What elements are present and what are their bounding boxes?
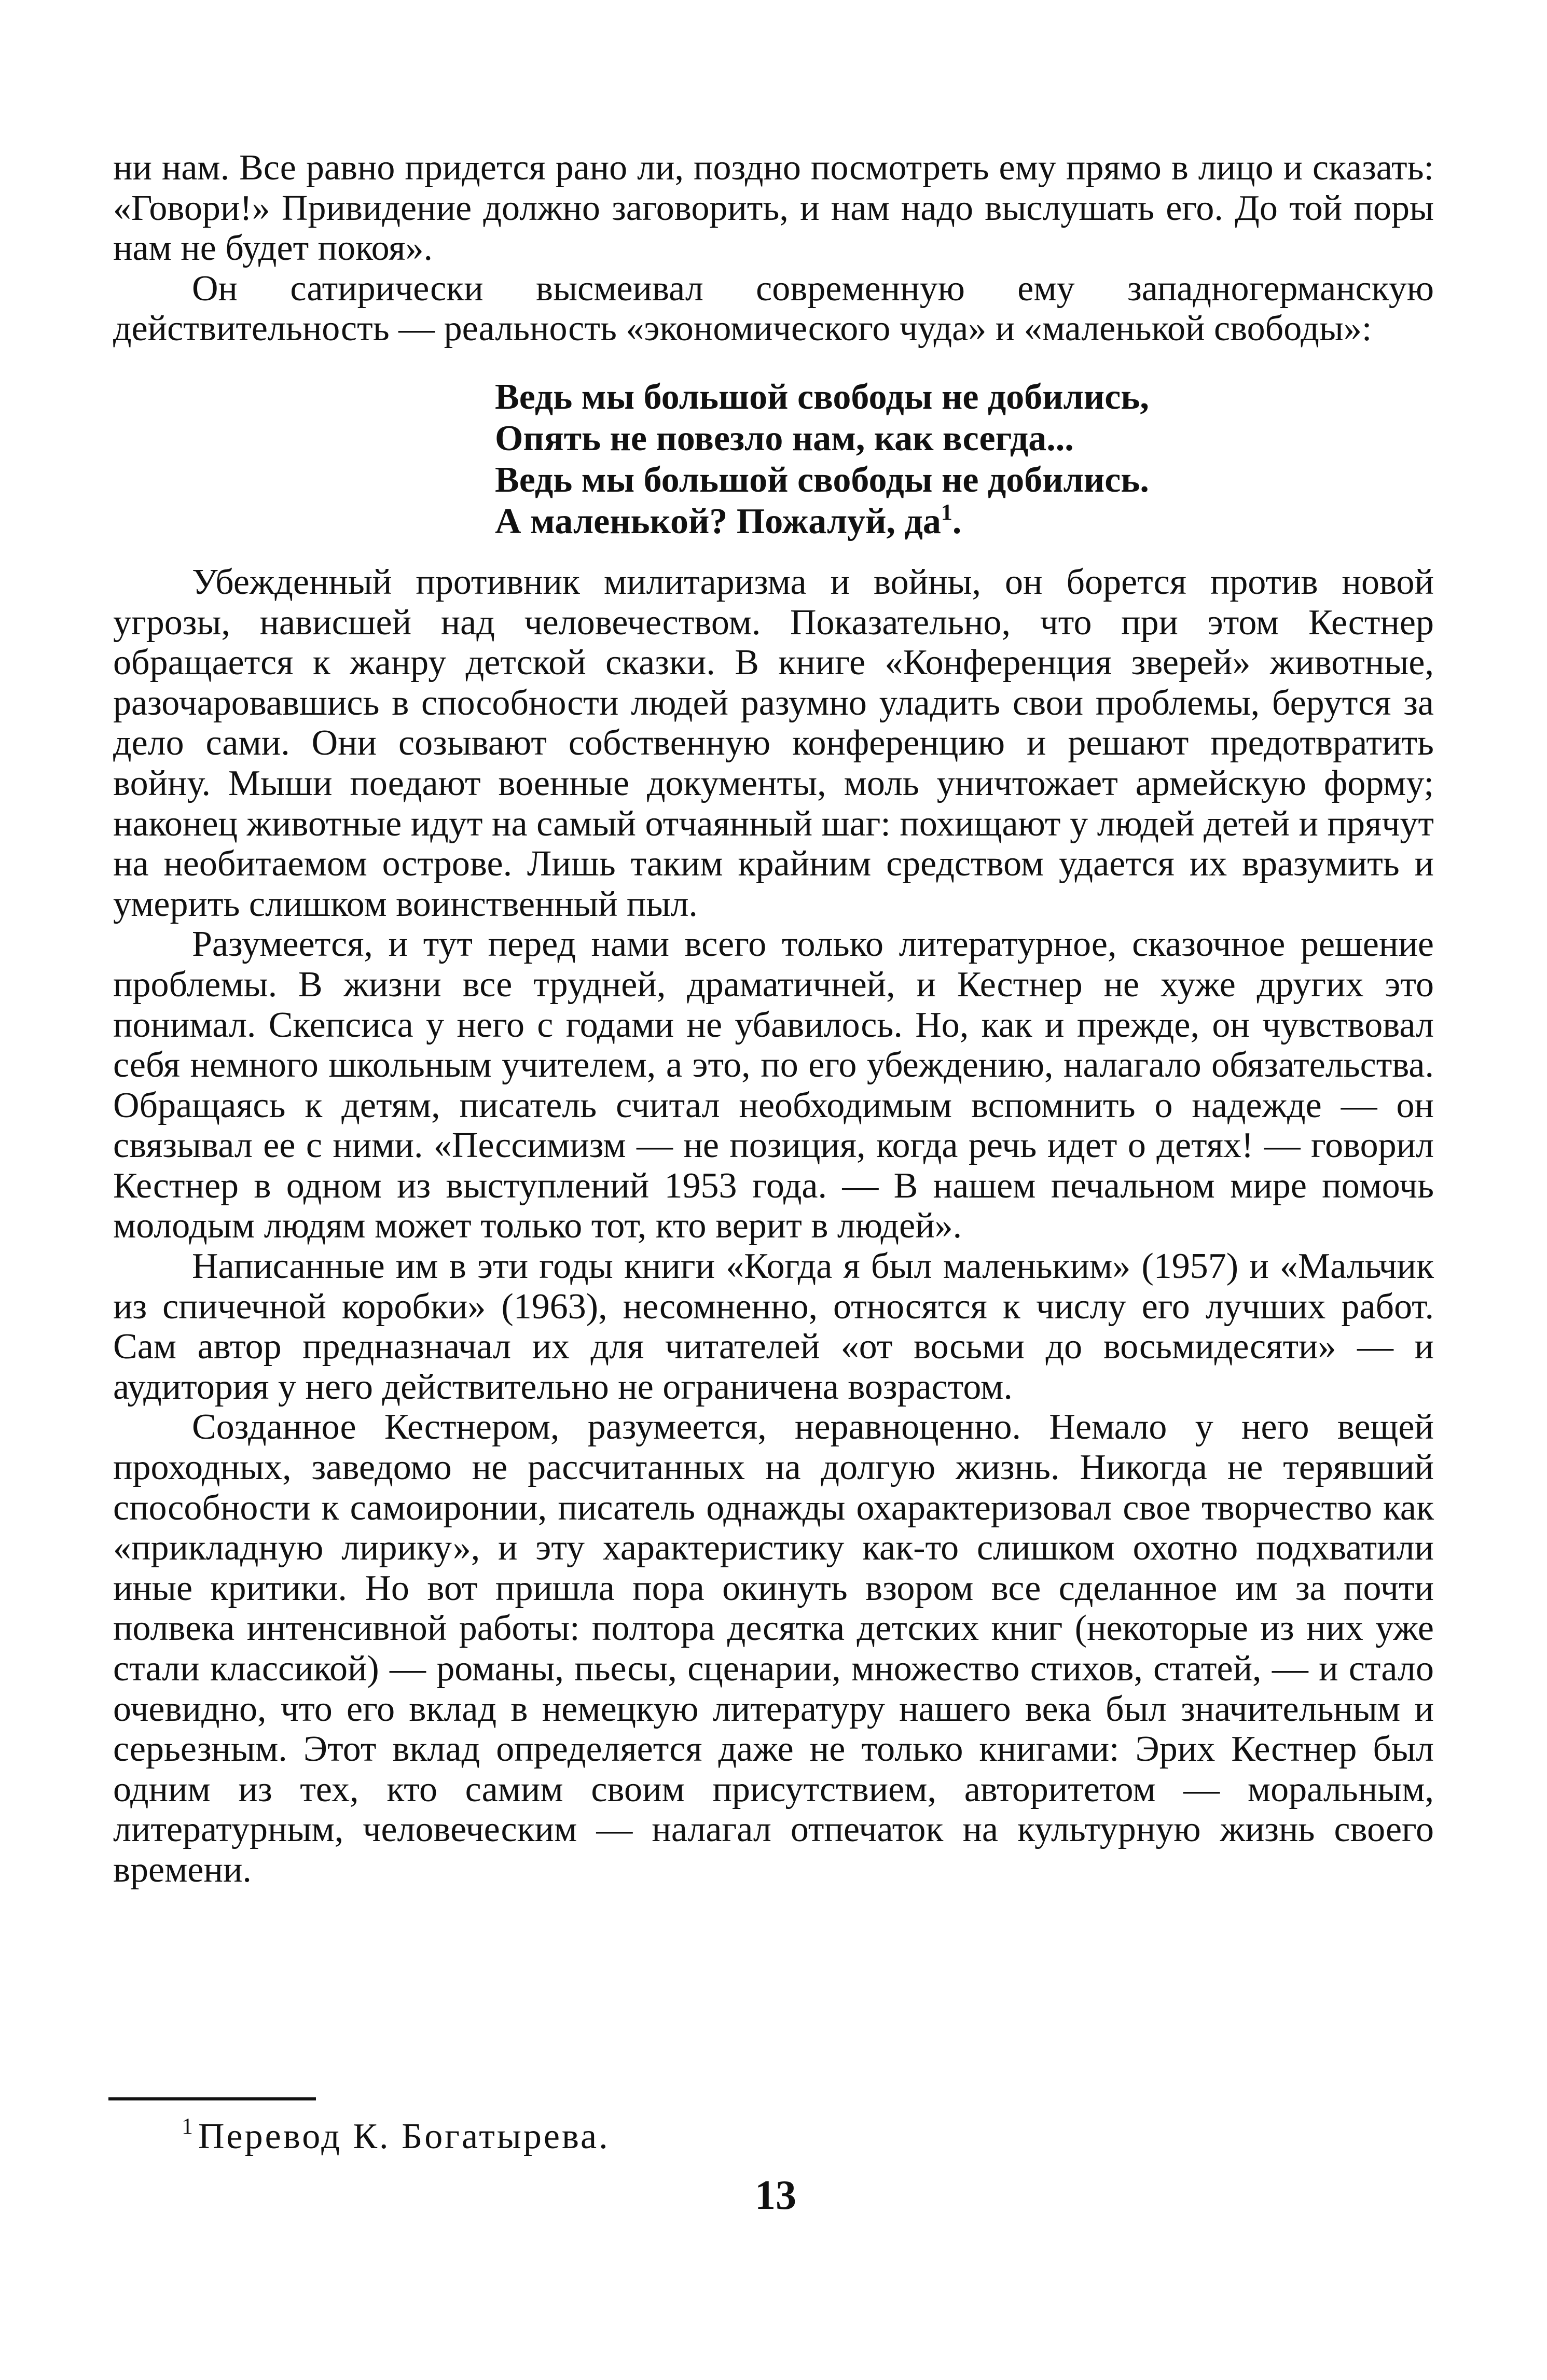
paragraph-satire: Он сатирически высмеивал современную ему западногерманскую действительность — реальность «экономического чуда» и «маленькой свободы»: [113,268,1434,349]
poem-line: Ведь мы большой свободы не добились. [495,460,1149,500]
poem-quote [495,377,1434,542]
footnote-mark: 1 [182,2113,193,2139]
footnote-reference: 1 [941,499,952,525]
paragraph-continued: ни нам. Все равно придется рано ли, поздно посмотреть ему прямо в лицо и сказать: «Говори!» Привидение должно заговорить, и нам надо выслушать его. До той поры нам не будет покоя». [113,148,1434,269]
poem-line-end: . [952,501,962,541]
footnote [182,2113,610,2158]
footnote-text: Перевод К. Богатырева. [198,2117,610,2156]
poem-line: Ведь мы большой свободы не добились, [495,377,1149,417]
poem-line: Опять не повезло нам, как всегда... [495,418,1074,458]
footnote-divider [108,2097,316,2100]
paragraph-books: Написанные им в эти годы книги «Когда я был маленьким» (1957) и «Мальчик из спичечной коробки» (1963), несомненно, относятся к числу его лучших работ. Сам автор предназначал их для читателей «от восьми до восьмидесяти» — и аудитория у него действительно не ограничена возрастом. [113,1246,1434,1407]
paragraph-legacy: Созданное Кестнером, разумеется, неравноценно. Немало у него вещей проходных, заведомо не рассчитанных на долгую жизнь. Никогда не терявший способности к самоиронии, писатель однажды охарактеризовал свое творчество как «прикладную лирику», и эту характеристику как-то слишком охотно подхватили иные критики. Но вот пришла пора окинуть взором все сделанное им за почти полвека интенсивной работы: полтора десятка детских книг (некоторые из них уже стали классикой) — романы, пьесы, сценарии, множество стихов, статей, — и стало очевидно, что его вклад в немецкую литературу нашего века был значительным и серьезным. Этот вклад определяется даже не только книгами: Эрих Кестнер был одним из тех, кто самим своим присутствием, авторитетом — моральным, литературным, человеческим — налагал отпечаток на культурную жизнь своего времени. [113,1407,1434,1890]
paragraph-militarism: Убежденный противник милитаризма и войны, он борется против новой угрозы, нависшей над человечеством. Показательно, что при этом Кестнер обращается к жанру детской сказки. В книге «Конференция зверей» животные, разочаровавшись в способности людей разумно уладить свои проблемы, берутся за дело сами. Они созывают собственную конференцию и решают предотвратить войну. Мыши поедают военные документы, моль уничтожает армейскую форму; наконец животные идут на самый отчаянный шаг: похищают у людей детей и прячут на необитаемом острове. Лишь таким крайним средством удается их вразумить и умерить слишком воинственный пыл. [113,562,1434,924]
poem-line-last [495,501,1434,542]
page-number: 13 [755,2173,796,2218]
paragraph-fairy-tale: Разумеется, и тут перед нами всего только литературное, сказочное решение проблемы. В жизни все трудней, драматичней, и Кестнер не хуже других это понимал. Скепсиса у него с годами не убавилось. Но, как и прежде, он чувствовал себя немного школьным учителем, а это, по его убеждению, налагало обязательства. Обращаясь к детям, писатель считал необходимым вспомнить о надежде — он связывал ее с ними. «Пессимизм — не позиция, когда речь идет о детях! — говорил Кестнер в одном из выступлений 1953 года. — В нашем печальном мире помочь молодым людям может только тот, кто верит в людей». [113,924,1434,1246]
poem-line-text: А маленькой? Пожалуй, да [495,501,941,541]
text-column [113,148,1434,1890]
